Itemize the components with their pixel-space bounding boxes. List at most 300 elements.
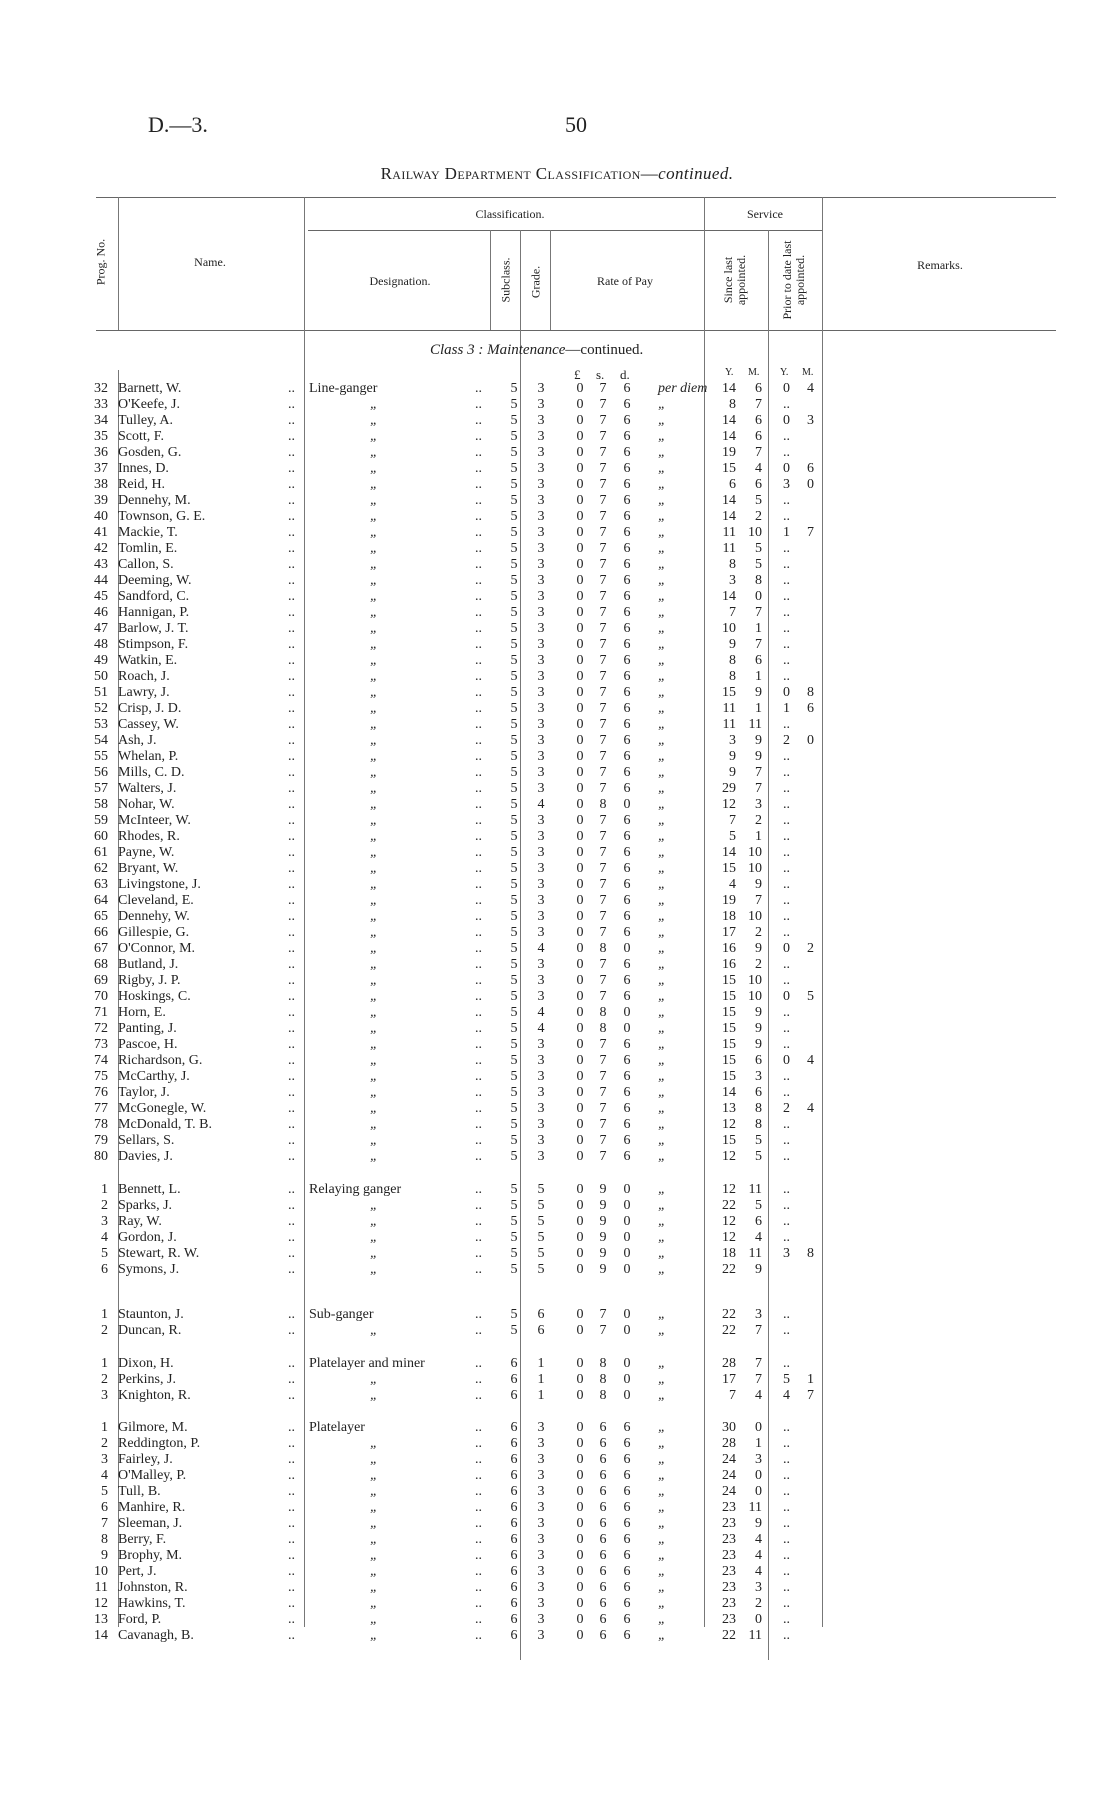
designation: „ bbox=[370, 1117, 378, 1132]
designation: „ bbox=[370, 1388, 378, 1403]
pay-shillings: 9 bbox=[599, 1246, 607, 1261]
since-months: 3 bbox=[755, 1580, 762, 1595]
prog-no: 4 bbox=[101, 1230, 108, 1245]
prior-years: .. bbox=[783, 1468, 790, 1483]
prog-no: 6 bbox=[101, 1262, 108, 1277]
pay-pence: 6 bbox=[623, 1468, 631, 1483]
since-years: 29 bbox=[722, 781, 736, 796]
prog-no: 2 bbox=[101, 1198, 108, 1213]
leader-dots: .. bbox=[288, 1612, 295, 1627]
subclass: 6 bbox=[510, 1484, 518, 1499]
pay-shillings: 7 bbox=[599, 1037, 607, 1052]
table-row bbox=[0, 1182, 1114, 1198]
staff-name: Innes, D. bbox=[118, 461, 169, 476]
leader-dots: .. bbox=[475, 1500, 482, 1515]
pay-pence: 6 bbox=[623, 493, 631, 508]
leader-dots: .. bbox=[475, 605, 482, 620]
table-row bbox=[0, 525, 1114, 541]
designation: „ bbox=[370, 733, 378, 748]
table-row bbox=[0, 973, 1114, 989]
pay-shillings: 7 bbox=[599, 973, 607, 988]
subclass: 5 bbox=[510, 1037, 518, 1052]
prior-years: .. bbox=[783, 589, 790, 604]
since-years: 11 bbox=[722, 525, 736, 540]
table-row bbox=[0, 1069, 1114, 1085]
designation: „ bbox=[370, 813, 378, 828]
pay-period: „ bbox=[658, 1133, 666, 1148]
table-row bbox=[0, 605, 1114, 621]
grade: 3 bbox=[537, 1468, 545, 1483]
prior-years: .. bbox=[783, 1532, 790, 1547]
pay-pounds: 0 bbox=[576, 525, 584, 540]
grade: 5 bbox=[537, 1214, 545, 1229]
prog-no: 73 bbox=[94, 1037, 108, 1052]
prog-no: 67 bbox=[94, 941, 108, 956]
since-months: 6 bbox=[755, 429, 762, 444]
pay-pounds: 0 bbox=[576, 509, 584, 524]
pay-shillings: 6 bbox=[599, 1420, 607, 1435]
table-row bbox=[0, 493, 1114, 509]
subclass: 5 bbox=[510, 1214, 518, 1229]
pay-shillings: 7 bbox=[599, 781, 607, 796]
col-header-rate-of-pay: Rate of Pay bbox=[597, 274, 653, 288]
leader-dots: .. bbox=[288, 541, 295, 556]
prior-years: 0 bbox=[783, 413, 790, 428]
staff-name: Hannigan, P. bbox=[118, 605, 190, 620]
pay-shillings: 7 bbox=[599, 589, 607, 604]
table-row bbox=[0, 413, 1114, 429]
pay-shillings: 7 bbox=[599, 621, 607, 636]
prior-years: .. bbox=[783, 1230, 790, 1245]
prog-no: 37 bbox=[94, 461, 108, 476]
prior-years: 0 bbox=[783, 381, 790, 396]
subclass: 5 bbox=[510, 541, 518, 556]
staff-name: Tomlin, E. bbox=[118, 541, 178, 556]
pay-pounds: 0 bbox=[576, 653, 584, 668]
since-years: 7 bbox=[729, 605, 736, 620]
leader-dots: .. bbox=[475, 1005, 482, 1020]
staff-name: Gosden, G. bbox=[118, 445, 182, 460]
since-months: 5 bbox=[755, 1149, 762, 1164]
pay-period: „ bbox=[658, 1117, 666, 1132]
prior-years: .. bbox=[783, 1182, 790, 1197]
prog-no: 32 bbox=[94, 381, 108, 396]
designation: „ bbox=[370, 525, 378, 540]
pay-pence: 6 bbox=[623, 813, 631, 828]
grade: 3 bbox=[537, 877, 545, 892]
staff-name: McCarthy, J. bbox=[118, 1069, 190, 1084]
table-row bbox=[0, 685, 1114, 701]
prog-no: 3 bbox=[101, 1452, 108, 1467]
prog-no: 63 bbox=[94, 877, 108, 892]
since-months: 6 bbox=[755, 1053, 762, 1068]
pay-pence: 6 bbox=[623, 685, 631, 700]
prog-no: 72 bbox=[94, 1021, 108, 1036]
since-months: 0 bbox=[755, 1484, 762, 1499]
pay-period: „ bbox=[658, 669, 666, 684]
subclass: 6 bbox=[510, 1516, 518, 1531]
designation: Line-ganger bbox=[309, 381, 378, 396]
since-years: 16 bbox=[722, 941, 736, 956]
designation: „ bbox=[370, 701, 378, 716]
pay-period: „ bbox=[658, 525, 666, 540]
grade: 3 bbox=[537, 605, 545, 620]
table-row bbox=[0, 1198, 1114, 1214]
staff-name: Townson, G. E. bbox=[118, 509, 206, 524]
subclass: 5 bbox=[510, 717, 518, 732]
prior-years: .. bbox=[783, 605, 790, 620]
leader-dots: .. bbox=[288, 573, 295, 588]
pay-period: „ bbox=[658, 893, 666, 908]
pay-pence: 0 bbox=[623, 1307, 631, 1322]
leader-dots: .. bbox=[288, 1436, 295, 1451]
subclass: 5 bbox=[510, 1323, 518, 1338]
pay-pounds: 0 bbox=[576, 1214, 584, 1229]
pay-shillings: 7 bbox=[599, 669, 607, 684]
grade: 3 bbox=[537, 1548, 545, 1563]
prior-years: .. bbox=[783, 1452, 790, 1467]
leader-dots: .. bbox=[288, 605, 295, 620]
prior-years: .. bbox=[783, 1021, 790, 1036]
since-months: 1 bbox=[755, 829, 762, 844]
prior-years: .. bbox=[783, 1085, 790, 1100]
subclass: 5 bbox=[510, 557, 518, 572]
table-row bbox=[0, 1596, 1114, 1612]
grade: 3 bbox=[537, 957, 545, 972]
staff-name: Mackie, T. bbox=[118, 525, 178, 540]
pay-period: „ bbox=[658, 637, 666, 652]
pay-period: „ bbox=[658, 1564, 666, 1579]
grade: 1 bbox=[537, 1356, 545, 1371]
pay-shillings: 7 bbox=[599, 493, 607, 508]
leader-dots: .. bbox=[475, 989, 482, 1004]
designation: „ bbox=[370, 717, 378, 732]
since-years: 14 bbox=[722, 845, 736, 860]
pay-shillings: 6 bbox=[599, 1580, 607, 1595]
header-bottom-rule bbox=[96, 330, 1056, 331]
pay-shillings: 7 bbox=[599, 461, 607, 476]
since-years: 7 bbox=[729, 1388, 736, 1403]
since-months: 0 bbox=[755, 589, 762, 604]
subclass: 6 bbox=[510, 1388, 518, 1403]
staff-name: Johnston, R. bbox=[118, 1580, 188, 1595]
staff-name: Cavanagh, B. bbox=[118, 1628, 194, 1643]
table-row bbox=[0, 781, 1114, 797]
pay-pounds: 0 bbox=[576, 1101, 584, 1116]
table-row bbox=[0, 941, 1114, 957]
grade: 3 bbox=[537, 509, 545, 524]
table-row bbox=[0, 1564, 1114, 1580]
table-row bbox=[0, 573, 1114, 589]
prior-years: .. bbox=[783, 653, 790, 668]
designation: Sub-ganger bbox=[309, 1307, 374, 1322]
staff-name: Sandford, C. bbox=[118, 589, 190, 604]
grade: 4 bbox=[537, 797, 545, 812]
since-months: 7 bbox=[755, 445, 762, 460]
since-years: 22 bbox=[722, 1262, 736, 1277]
since-years: 16 bbox=[722, 957, 736, 972]
designation: „ bbox=[370, 989, 378, 1004]
subclass: 6 bbox=[510, 1436, 518, 1451]
since-months: 10 bbox=[748, 861, 762, 876]
since-months: 7 bbox=[755, 781, 762, 796]
leader-dots: .. bbox=[475, 1246, 482, 1261]
table-row bbox=[0, 669, 1114, 685]
grade: 5 bbox=[537, 1262, 545, 1277]
prior-years: .. bbox=[783, 845, 790, 860]
pay-shillings: 7 bbox=[599, 509, 607, 524]
staff-name: Stimpson, F. bbox=[118, 637, 189, 652]
since-months: 9 bbox=[755, 1021, 762, 1036]
table-row bbox=[0, 845, 1114, 861]
grade: 3 bbox=[537, 1436, 545, 1451]
since-months: 4 bbox=[755, 1532, 762, 1547]
staff-name: Crisp, J. D. bbox=[118, 701, 182, 716]
leader-dots: .. bbox=[475, 493, 482, 508]
leader-dots: .. bbox=[475, 1262, 482, 1277]
table-row bbox=[0, 397, 1114, 413]
pay-pounds: 0 bbox=[576, 1628, 584, 1643]
since-years: 15 bbox=[722, 685, 736, 700]
pay-period: „ bbox=[658, 1021, 666, 1036]
prog-no: 2 bbox=[101, 1372, 108, 1387]
leader-dots: .. bbox=[475, 1307, 482, 1322]
subclass: 5 bbox=[510, 1246, 518, 1261]
pay-pence: 6 bbox=[623, 525, 631, 540]
pay-pounds: 0 bbox=[576, 1612, 584, 1627]
pay-shillings: 7 bbox=[599, 1307, 607, 1322]
pay-shillings: 6 bbox=[599, 1628, 607, 1643]
leader-dots: .. bbox=[288, 557, 295, 572]
leader-dots: .. bbox=[475, 589, 482, 604]
subclass: 6 bbox=[510, 1532, 518, 1547]
table-row bbox=[0, 1500, 1114, 1516]
designation: „ bbox=[370, 893, 378, 908]
prior-years: .. bbox=[783, 1484, 790, 1499]
since-months: 7 bbox=[755, 893, 762, 908]
leader-dots: .. bbox=[288, 621, 295, 636]
grade: 3 bbox=[537, 477, 545, 492]
prog-no: 14 bbox=[94, 1628, 108, 1643]
grade: 3 bbox=[537, 1037, 545, 1052]
subclass: 6 bbox=[510, 1420, 518, 1435]
pay-pence: 6 bbox=[623, 845, 631, 860]
pay-shillings: 6 bbox=[599, 1612, 607, 1627]
designation: „ bbox=[370, 1005, 378, 1020]
pay-pence: 6 bbox=[623, 557, 631, 572]
pay-pence: 6 bbox=[623, 637, 631, 652]
since-months: 8 bbox=[755, 573, 762, 588]
section-suffix: —continued. bbox=[565, 342, 644, 358]
designation: „ bbox=[370, 1037, 378, 1052]
since-months: 11 bbox=[748, 1246, 762, 1261]
subclass: 6 bbox=[510, 1596, 518, 1611]
leader-dots: .. bbox=[475, 621, 482, 636]
since-months: 9 bbox=[755, 733, 762, 748]
since-years: 14 bbox=[722, 589, 736, 604]
prior-years: .. bbox=[783, 557, 790, 572]
leader-dots: .. bbox=[288, 909, 295, 924]
since-years: 28 bbox=[722, 1436, 736, 1451]
prior-years: 5 bbox=[783, 1372, 790, 1387]
since-years: 23 bbox=[722, 1516, 736, 1531]
table-row bbox=[0, 541, 1114, 557]
pay-pence: 6 bbox=[623, 573, 631, 588]
pay-pence: 6 bbox=[623, 1436, 631, 1451]
pay-pence: 6 bbox=[623, 717, 631, 732]
pay-shillings: 6 bbox=[599, 1548, 607, 1563]
pay-shillings: 7 bbox=[599, 1323, 607, 1338]
prog-no: 8 bbox=[101, 1532, 108, 1547]
pay-pounds: 0 bbox=[576, 1516, 584, 1531]
subclass: 5 bbox=[510, 1230, 518, 1245]
pay-pounds: 0 bbox=[576, 557, 584, 572]
leader-dots: .. bbox=[288, 845, 295, 860]
pay-pence: 6 bbox=[623, 765, 631, 780]
grade: 3 bbox=[537, 573, 545, 588]
pay-period: „ bbox=[658, 1037, 666, 1052]
prog-no: 1 bbox=[101, 1356, 108, 1371]
designation: „ bbox=[370, 877, 378, 892]
subclass: 6 bbox=[510, 1612, 518, 1627]
since-years: 11 bbox=[722, 541, 736, 556]
subclass: 6 bbox=[510, 1356, 518, 1371]
pay-pence: 0 bbox=[623, 1021, 631, 1036]
prog-no: 6 bbox=[101, 1500, 108, 1515]
since-years: 9 bbox=[729, 765, 736, 780]
staff-name: Gillespie, G. bbox=[118, 925, 190, 940]
staff-name: Whelan, P. bbox=[118, 749, 179, 764]
since-years: 15 bbox=[722, 1053, 736, 1068]
pay-pence: 0 bbox=[623, 1372, 631, 1387]
staff-name: Duncan, R. bbox=[118, 1323, 182, 1338]
since-months: 7 bbox=[755, 397, 762, 412]
pay-pence: 0 bbox=[623, 1246, 631, 1261]
leader-dots: .. bbox=[288, 973, 295, 988]
leader-dots: .. bbox=[475, 429, 482, 444]
staff-name: Walters, J. bbox=[118, 781, 177, 796]
table-row bbox=[0, 621, 1114, 637]
since-years: 12 bbox=[722, 1230, 736, 1245]
grade: 3 bbox=[537, 637, 545, 652]
designation: „ bbox=[370, 1262, 378, 1277]
since-years: 22 bbox=[722, 1198, 736, 1213]
pay-pence: 6 bbox=[623, 541, 631, 556]
prog-no: 11 bbox=[94, 1580, 108, 1595]
classification-rule bbox=[308, 230, 823, 231]
leader-dots: .. bbox=[475, 1323, 482, 1338]
prog-no: 79 bbox=[94, 1133, 108, 1148]
leader-dots: .. bbox=[475, 925, 482, 940]
staff-name: Payne, W. bbox=[118, 845, 175, 860]
leader-dots: .. bbox=[288, 525, 295, 540]
leader-dots: .. bbox=[288, 1500, 295, 1515]
pay-pounds: 0 bbox=[576, 381, 584, 396]
staff-name: Bennett, L. bbox=[118, 1182, 181, 1197]
pay-period: „ bbox=[658, 797, 666, 812]
staff-name: Tull, B. bbox=[118, 1484, 161, 1499]
subclass: 5 bbox=[510, 429, 518, 444]
since-years: 23 bbox=[722, 1532, 736, 1547]
since-years: 13 bbox=[722, 1101, 736, 1116]
since-months: 5 bbox=[755, 1198, 762, 1213]
leader-dots: .. bbox=[475, 1133, 482, 1148]
since-years: 18 bbox=[722, 909, 736, 924]
staff-name: Dixon, H. bbox=[118, 1356, 174, 1371]
leader-dots: .. bbox=[288, 493, 295, 508]
since-months: 2 bbox=[755, 509, 762, 524]
prog-no: 65 bbox=[94, 909, 108, 924]
leader-dots: .. bbox=[475, 1085, 482, 1100]
leader-dots: .. bbox=[288, 717, 295, 732]
subclass: 5 bbox=[510, 989, 518, 1004]
pay-pence: 6 bbox=[623, 397, 631, 412]
pay-shillings: 6 bbox=[599, 1452, 607, 1467]
pay-period: „ bbox=[658, 413, 666, 428]
pay-pounds: 0 bbox=[576, 925, 584, 940]
since-years: 14 bbox=[722, 429, 736, 444]
designation: „ bbox=[370, 749, 378, 764]
grade: 3 bbox=[537, 861, 545, 876]
pay-shillings: 6 bbox=[599, 1596, 607, 1611]
pay-shillings: 7 bbox=[599, 813, 607, 828]
leader-dots: .. bbox=[475, 765, 482, 780]
since-months: 5 bbox=[755, 541, 762, 556]
designation: „ bbox=[370, 765, 378, 780]
grade: 3 bbox=[537, 621, 545, 636]
pay-period: „ bbox=[658, 861, 666, 876]
pay-period: „ bbox=[658, 925, 666, 940]
pay-pence: 6 bbox=[623, 1532, 631, 1547]
designation: „ bbox=[370, 493, 378, 508]
pay-period: „ bbox=[658, 973, 666, 988]
table-row bbox=[0, 557, 1114, 573]
prior-years: .. bbox=[783, 925, 790, 940]
grade: 3 bbox=[537, 493, 545, 508]
pay-pounds: 0 bbox=[576, 845, 584, 860]
staff-name: Reddington, P. bbox=[118, 1436, 201, 1451]
grade: 5 bbox=[537, 1182, 545, 1197]
subclass: 5 bbox=[510, 1005, 518, 1020]
pay-pence: 6 bbox=[623, 445, 631, 460]
leader-dots: .. bbox=[288, 461, 295, 476]
subclass: 5 bbox=[510, 525, 518, 540]
table-row bbox=[0, 509, 1114, 525]
pay-period: „ bbox=[658, 445, 666, 460]
leader-dots: .. bbox=[288, 733, 295, 748]
grade: 3 bbox=[537, 1564, 545, 1579]
staff-name: Reid, H. bbox=[118, 477, 166, 492]
pay-pounds: 0 bbox=[576, 1230, 584, 1245]
since-months: 3 bbox=[755, 1069, 762, 1084]
leader-dots: .. bbox=[475, 701, 482, 716]
since-years: 15 bbox=[722, 461, 736, 476]
leader-dots: .. bbox=[288, 637, 295, 652]
grade: 3 bbox=[537, 1596, 545, 1611]
since-months: 5 bbox=[755, 557, 762, 572]
grade: 3 bbox=[537, 685, 545, 700]
designation: „ bbox=[370, 1580, 378, 1595]
subclass: 5 bbox=[510, 477, 518, 492]
pay-pounds: 0 bbox=[576, 1420, 584, 1435]
table-row bbox=[0, 1468, 1114, 1484]
prior-years: .. bbox=[783, 1548, 790, 1563]
leader-dots: .. bbox=[475, 445, 482, 460]
since-months: 11 bbox=[748, 1500, 762, 1515]
leader-dots: .. bbox=[288, 1021, 295, 1036]
subclass: 5 bbox=[510, 893, 518, 908]
pay-pence: 6 bbox=[623, 1053, 631, 1068]
